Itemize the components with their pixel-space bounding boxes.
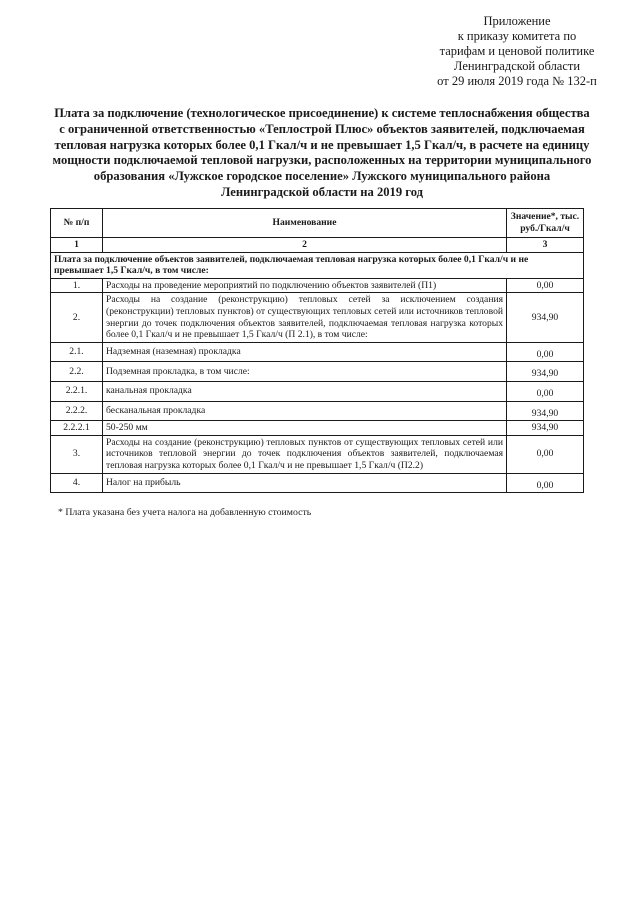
row-name: канальная прокладка [103, 381, 507, 401]
row-name: Надземная (наземная) прокладка [103, 342, 507, 362]
row-num: 4. [51, 473, 103, 493]
column-index: 2 [103, 238, 507, 253]
table-row [51, 421, 584, 436]
table-row [51, 401, 584, 421]
row-num: 2.2.2.1 [51, 421, 103, 436]
row-name: Налог на прибыль [103, 473, 507, 493]
annex-region: Ленинградской области [453, 59, 581, 73]
row-value: 934,90 [507, 401, 584, 421]
header-value: Значение*, тыс. руб./Гкал/ч [507, 209, 584, 238]
annex-block [422, 14, 612, 89]
row-num: 3. [51, 435, 103, 473]
row-num: 2.2. [51, 362, 103, 382]
column-index: 3 [507, 238, 584, 253]
header-num: № п/п [51, 209, 103, 238]
row-value: 934,90 [507, 362, 584, 382]
row-name: Расходы на проведение мероприятий по подключению объектов заявителей (П1) [103, 278, 507, 293]
table-row [51, 342, 584, 362]
section-row [51, 252, 584, 278]
section-heading: Плата за подключение объектов заявителей, подключаемая тепловая нагрузка которых более 0,1 Гкал/ч и не превышает 1,5 Гкал/ч, в том числе: [51, 252, 584, 278]
title-line: с ограниченной ответственностью «Теплострой Плюс» объектов заявителей, подключаемая [59, 121, 585, 136]
row-name: Подземная прокладка, в том числе: [103, 362, 507, 382]
row-value: 934,90 [507, 421, 584, 436]
row-num: 1. [51, 278, 103, 293]
document-title [44, 106, 600, 201]
column-index: 1 [51, 238, 103, 253]
fee-table [50, 208, 584, 493]
title-line: образования «Лужское городское поселение» Лужского муниципального района [93, 169, 551, 184]
table-header-row [51, 209, 584, 238]
title-line: Ленинградской области на 2019 год [221, 184, 423, 199]
header-name: Наименование [103, 209, 507, 238]
annex-title: Приложение [483, 14, 551, 28]
row-value: 0,00 [507, 278, 584, 293]
row-name: 50-250 мм [103, 421, 507, 436]
annex-date-number: от 29 июля 2019 года № 132-п [437, 74, 597, 88]
row-value: 934,90 [507, 293, 584, 342]
table-row [51, 278, 584, 293]
row-num: 2.1. [51, 342, 103, 362]
table-row [51, 473, 584, 493]
row-name: Расходы на создание (реконструкцию) тепловых сетей за исключением создания (реконструкции) тепловых пунктов) от существующих тепловых сетей или источников тепловой энергии до точек подключения объектов заявителей, подключаемая тепловая нагрузка которых более 0,1 Гкал/ч и не превышает 1,5 Гкал/ч (П 2.1), в том числе: [103, 293, 507, 342]
row-num: 2. [51, 293, 103, 342]
annex-order-ref: к приказу комитета по [457, 29, 577, 43]
table-row [51, 362, 584, 382]
column-index-row [51, 238, 584, 253]
row-num: 2.2.2. [51, 401, 103, 421]
row-value: 0,00 [507, 435, 584, 473]
row-num: 2.2.1. [51, 381, 103, 401]
row-value: 0,00 [507, 342, 584, 362]
table-row [51, 381, 584, 401]
title-line: тепловая нагрузка которых более 0,1 Гкал/ч и не превышает 1,5 Гкал/ч, в расчете на единицу [54, 137, 590, 152]
annex-committee: тарифам и ценовой политике [439, 44, 595, 58]
row-value: 0,00 [507, 381, 584, 401]
row-value: 0,00 [507, 473, 584, 493]
title-line: Плата за подключение (технологическое присоединение) к системе теплоснабжения общества [54, 106, 590, 120]
title-line: мощности подключаемой тепловой нагрузки, расположенных на территории муниципального [52, 153, 592, 168]
table-row [51, 293, 584, 342]
table-row [51, 435, 584, 473]
row-name: бесканальная прокладка [103, 401, 507, 421]
footnote: * Плата указана без учета налога на добавленную стоимость [58, 507, 312, 518]
row-name: Расходы на создание (реконструкцию) тепловых пунктов от существующих тепловых сетей или источников тепловой энергии до точек подключения объектов заявителей, подключаемая тепловая нагрузка которых более 0,1 Гкал/ч и не превышает 1,5 Гкал/ч (П2.2) [103, 435, 507, 473]
